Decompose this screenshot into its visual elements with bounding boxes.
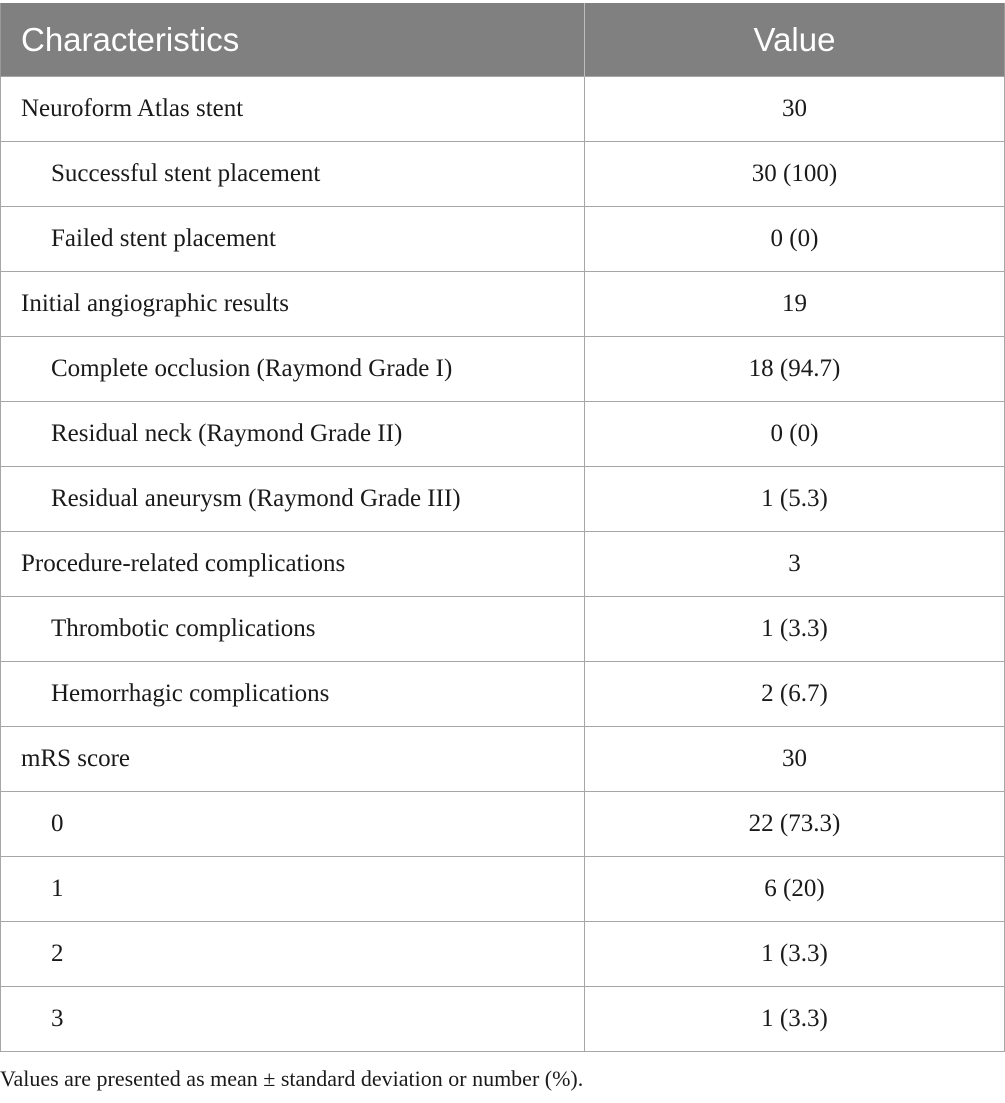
table-row bbox=[1, 662, 1005, 727]
table-row bbox=[1, 922, 1005, 987]
row-label: Neuroform Atlas stent bbox=[1, 77, 585, 142]
row-value: 30 bbox=[585, 727, 1005, 792]
row-value: 0 (0) bbox=[585, 402, 1005, 467]
row-label: 3 bbox=[1, 987, 585, 1052]
header-characteristics: Characteristics bbox=[1, 3, 585, 77]
row-label: Initial angiographic results bbox=[1, 272, 585, 337]
results-table-container bbox=[0, 3, 1004, 1052]
row-value: 1 (3.3) bbox=[585, 597, 1005, 662]
row-value: 1 (3.3) bbox=[585, 987, 1005, 1052]
table-row bbox=[1, 402, 1005, 467]
row-value: 3 bbox=[585, 532, 1005, 597]
row-label: Complete occlusion (Raymond Grade I) bbox=[1, 337, 585, 402]
row-label: Thrombotic complications bbox=[1, 597, 585, 662]
row-value: 0 (0) bbox=[585, 207, 1005, 272]
table-row bbox=[1, 77, 1005, 142]
table-row bbox=[1, 532, 1005, 597]
row-label: Failed stent placement bbox=[1, 207, 585, 272]
table-header-row bbox=[1, 3, 1005, 77]
row-label: 1 bbox=[1, 857, 585, 922]
table-footnote: Values are presented as mean ± standard deviation or number (%). bbox=[0, 1066, 584, 1091]
table-row bbox=[1, 597, 1005, 662]
row-label: Residual aneurysm (Raymond Grade III) bbox=[1, 467, 585, 532]
table-row bbox=[1, 792, 1005, 857]
table-row bbox=[1, 207, 1005, 272]
table-row bbox=[1, 467, 1005, 532]
row-value: 1 (5.3) bbox=[585, 467, 1005, 532]
table-row bbox=[1, 727, 1005, 792]
row-label: mRS score bbox=[1, 727, 585, 792]
row-label: Procedure-related complications bbox=[1, 532, 585, 597]
row-label: Successful stent placement bbox=[1, 142, 585, 207]
row-value: 18 (94.7) bbox=[585, 337, 1005, 402]
table-row bbox=[1, 142, 1005, 207]
table-row bbox=[1, 857, 1005, 922]
row-label: Residual neck (Raymond Grade II) bbox=[1, 402, 585, 467]
row-value: 1 (3.3) bbox=[585, 922, 1005, 987]
row-label: Hemorrhagic complications bbox=[1, 662, 585, 727]
table-row bbox=[1, 987, 1005, 1052]
results-table bbox=[0, 3, 1005, 1052]
row-label: 0 bbox=[1, 792, 585, 857]
row-value: 30 (100) bbox=[585, 142, 1005, 207]
row-value: 19 bbox=[585, 272, 1005, 337]
row-value: 22 (73.3) bbox=[585, 792, 1005, 857]
row-value: 6 (20) bbox=[585, 857, 1005, 922]
row-label: 2 bbox=[1, 922, 585, 987]
table-row bbox=[1, 337, 1005, 402]
table-row bbox=[1, 272, 1005, 337]
header-value: Value bbox=[585, 3, 1005, 77]
row-value: 30 bbox=[585, 77, 1005, 142]
row-value: 2 (6.7) bbox=[585, 662, 1005, 727]
